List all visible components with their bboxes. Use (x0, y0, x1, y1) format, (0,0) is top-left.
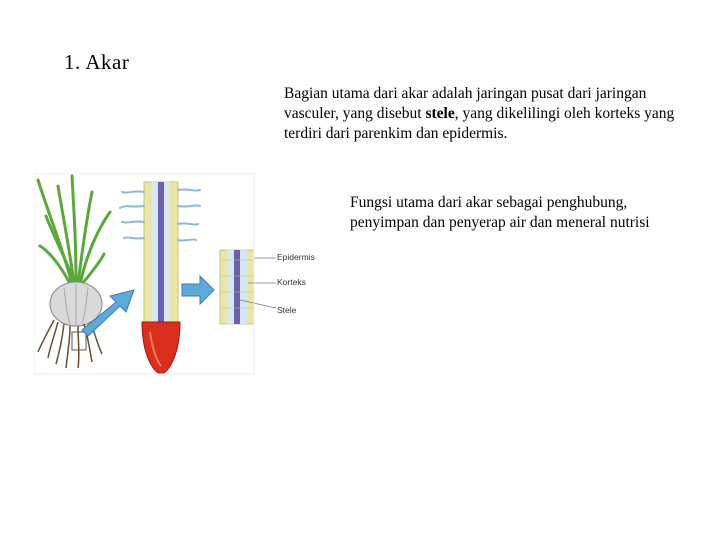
paragraph-definition-start: Bagian utama dari akar adalah jaringan pusat dari jaringan vasculer, yang disebut (284, 85, 647, 122)
magnified-root-section (220, 250, 254, 324)
root-structure-figure (34, 172, 324, 377)
paragraph-function: Fungsi utama dari akar sebagai penghubung, penyimpan dan penyerap air dan meneral nutrisi (350, 194, 650, 231)
label-korteks: Korteks (277, 277, 306, 287)
page-title: 1. Akar (64, 50, 130, 74)
plant-leaves (38, 176, 110, 284)
root-illustration (34, 172, 324, 377)
paragraph-definition-end: , yang dikelilingi oleh korteks yang terdiri dari parenkim dan epidermis. (284, 105, 675, 142)
paragraph-definition (284, 84, 704, 144)
label-stele: Stele (277, 305, 297, 315)
stele-term: stele (425, 105, 455, 122)
root-longitudinal-section (142, 182, 180, 374)
zoom-arrow-horizontal (182, 276, 214, 304)
label-epidermis: Epidermis (277, 252, 315, 262)
